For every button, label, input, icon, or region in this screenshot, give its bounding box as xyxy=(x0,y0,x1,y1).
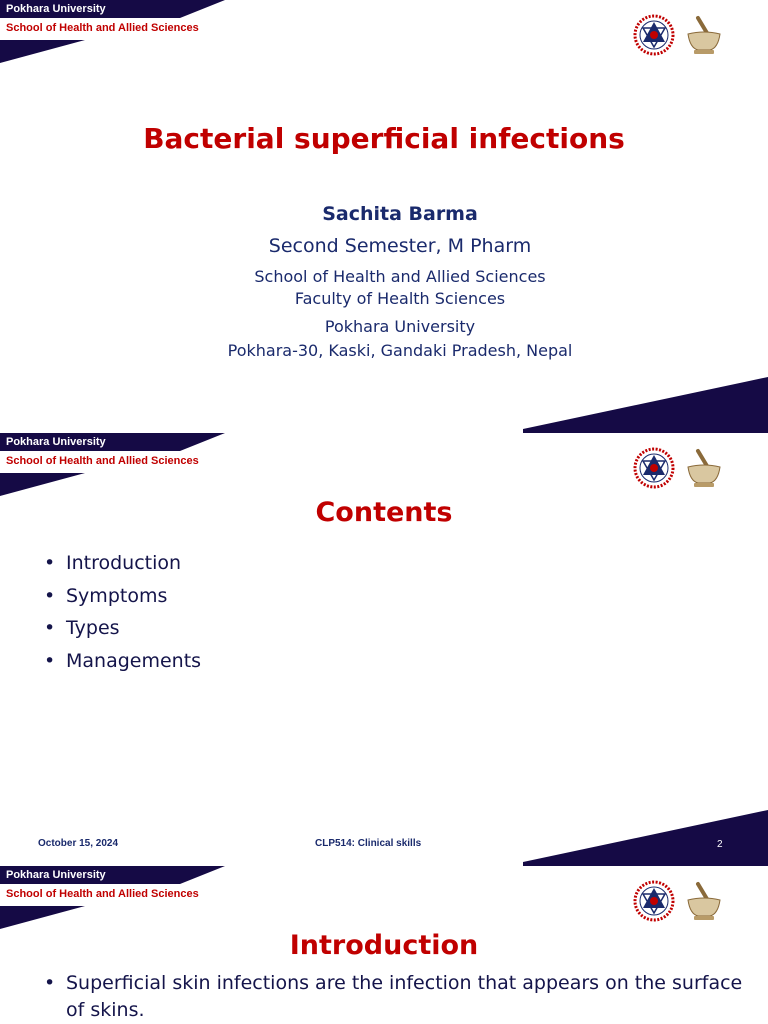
university-label: Pokhara University xyxy=(6,3,106,15)
header-logos xyxy=(630,447,726,489)
slide-title: Bacterial superficial infections xyxy=(143,122,625,155)
bullet-icon: • xyxy=(44,552,56,574)
school-label: School of Health and Allied Sciences xyxy=(6,888,199,900)
bullet-icon: • xyxy=(44,972,56,994)
school-text: School of Health and Allied Sciences xyxy=(254,267,546,286)
footer-date: October 15, 2024 xyxy=(38,838,119,849)
slide-title: Introduction xyxy=(289,930,479,961)
mortar-pestle-icon xyxy=(688,18,720,54)
bullet-icon: • xyxy=(44,649,56,672)
header-logos xyxy=(630,880,726,922)
mortar-pestle-icon xyxy=(688,884,720,920)
address-text: Pokhara-30, Kaski, Gandaki Pradesh, Nepal xyxy=(227,341,573,360)
list-item: • Managements xyxy=(44,645,201,678)
slide-title: Contents xyxy=(315,497,453,528)
title-slide xyxy=(0,0,768,433)
mortar-pestle-icon xyxy=(688,451,720,487)
bullet-icon: • xyxy=(44,584,56,607)
university-label: Pokhara University xyxy=(6,869,106,881)
introduction-slide xyxy=(0,866,768,1024)
page-number: 2 xyxy=(717,839,723,850)
university-text: Pokhara University xyxy=(324,317,476,336)
corner-banner xyxy=(518,377,768,433)
university-logo-icon xyxy=(635,882,673,920)
footer-course: CLP514: Clinical skills xyxy=(315,838,422,849)
university-label: Pokhara University xyxy=(6,436,106,448)
bullet-icon: • xyxy=(44,617,56,639)
university-logo-icon xyxy=(635,449,673,487)
semester-text: Second Semester, M Pharm xyxy=(268,235,532,257)
faculty-text: Faculty of Health Sciences xyxy=(294,289,506,308)
intro-list xyxy=(44,970,744,1024)
list-item: • Introduction xyxy=(44,547,201,580)
school-label: School of Health and Allied Sciences xyxy=(6,455,199,467)
author-name: Sachita Barma xyxy=(322,203,478,225)
university-logo-icon xyxy=(635,16,673,54)
school-label: School of Health and Allied Sciences xyxy=(6,22,199,34)
corner-banner xyxy=(518,810,768,866)
contents-list xyxy=(44,547,201,677)
list-item: • Superficial skin infections are the infection that appears on the surface of skins. xyxy=(44,972,743,1021)
header-logos xyxy=(630,14,726,56)
contents-slide xyxy=(0,433,768,866)
list-item: • Types xyxy=(44,612,201,645)
list-item: • Symptoms xyxy=(44,580,201,613)
